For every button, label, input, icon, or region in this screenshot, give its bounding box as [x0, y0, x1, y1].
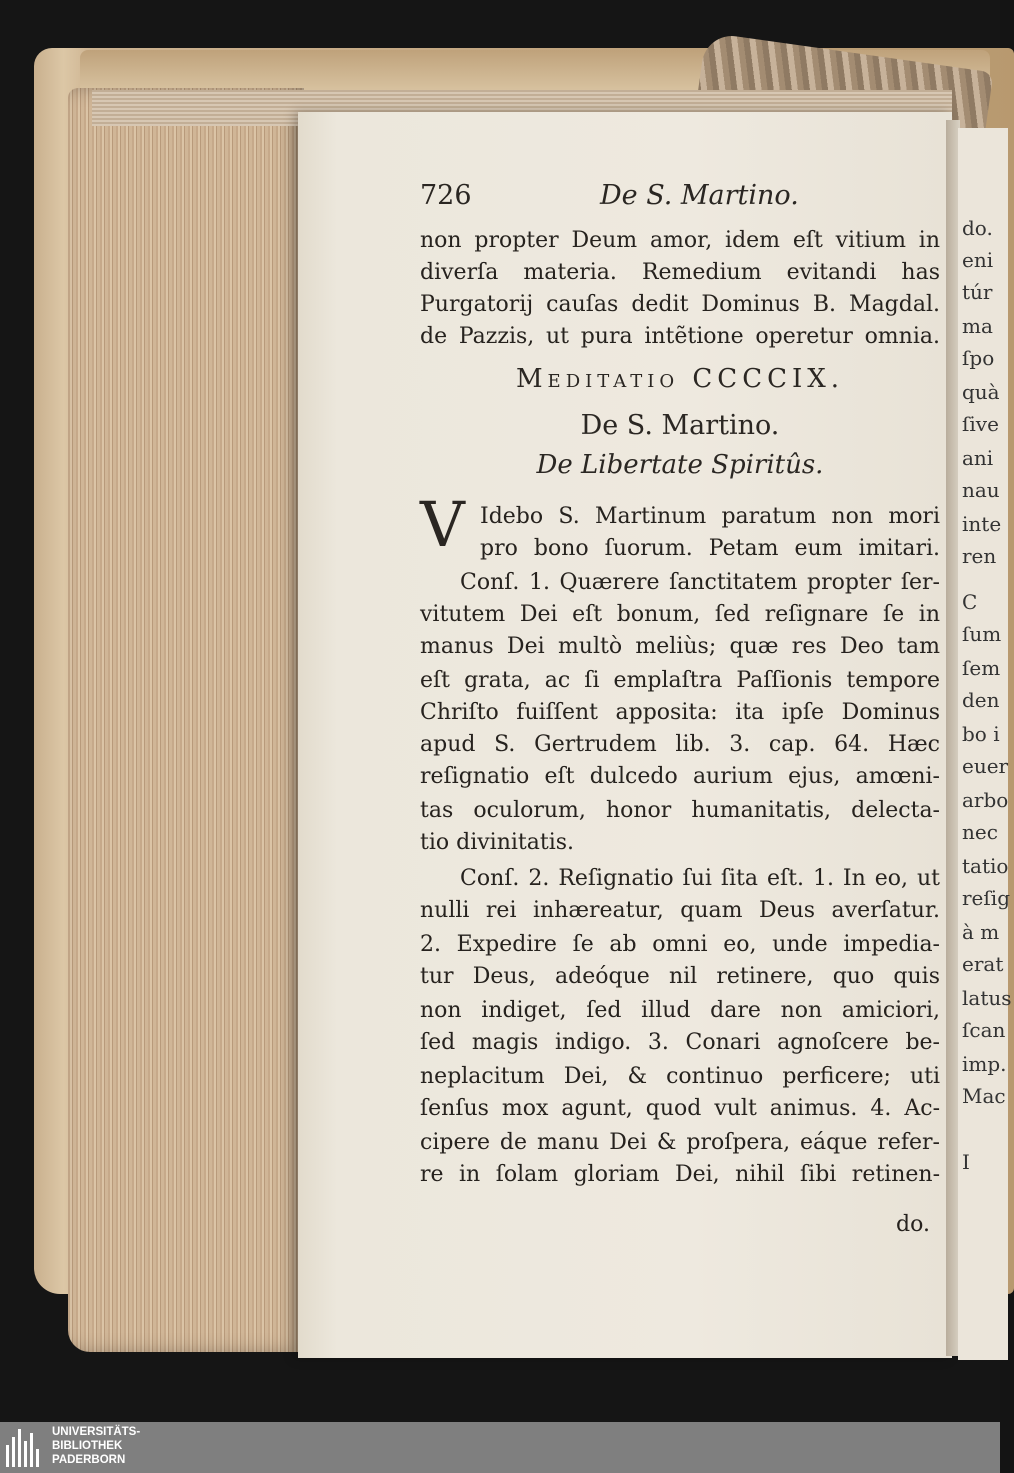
facing-page [958, 128, 1012, 1360]
text-line: non indiget, ſed illud dare non amiciori, [420, 998, 940, 1023]
facing-page-fragment: I [962, 1150, 970, 1174]
text-line: tur Deus, adeóque nil retinere, quo quis [420, 964, 940, 989]
facing-page-fragment: C [962, 590, 978, 614]
library-name-line: UNIVERSITÄTS- [52, 1426, 141, 1438]
footer-bar [0, 1422, 1000, 1473]
facing-page-fragment: den [962, 688, 1000, 712]
facing-page-fragment: do. [962, 216, 993, 240]
facing-page-fragment: ſum [962, 622, 1002, 646]
text-line: vitutem Dei eſt bonum, ſed reſignare ſe in [420, 602, 940, 627]
drop-capital: V [420, 488, 465, 561]
library-name [52, 1425, 140, 1467]
meditation-heading: Meditatio CCCCIX. [515, 364, 845, 394]
facing-page-fragment: tatio [962, 854, 1009, 878]
text-line: neplacitum Dei, & continuo perficere; uti [420, 1064, 940, 1089]
facing-page-fragment: Mac [962, 1084, 1006, 1108]
facing-page-fragment: arbo [962, 788, 1009, 812]
text-line: tas oculorum, honor humanitatis, delecta- [420, 798, 940, 823]
text-line: ſenſus mox agunt, quod vult animus. 4. Ac- [420, 1096, 940, 1121]
text-line: 2. Expedire ſe ab omni eo, unde impedia- [420, 932, 940, 957]
text-line: Conſ. 2. Reſignatio ſui ſita eſt. 1. In eo, ut [460, 866, 940, 891]
facing-page-fragment: bo i [962, 722, 1000, 746]
text-line: apud S. Gertrudem lib. 3. cap. 64. Hæc [420, 732, 940, 757]
facing-page-fragment: quà [962, 380, 1000, 404]
facing-page-fragment: à m [962, 920, 1000, 944]
facing-page-fragment: erat [962, 952, 1004, 976]
text-line: manus Dei multò meliùs; quæ res Deo tam [420, 634, 940, 659]
text-line: re in ſolam gloriam Dei, nihil ſibi retinen- [420, 1162, 940, 1187]
page-number: 726 [420, 180, 472, 211]
facing-page-fragment: reſig [962, 886, 1010, 910]
text-line: nulli rei inhæreatur, quam Deus averſatur. [420, 898, 940, 923]
facing-page-fragment: túr [962, 280, 993, 304]
facing-page-fragment: inte [962, 512, 1002, 536]
running-title: De S. Martino. [600, 180, 799, 211]
facing-page-fragment: ſcan [962, 1018, 1006, 1042]
facing-page-fragment: euer [962, 754, 1009, 778]
facing-page-fragment: ani [962, 446, 994, 470]
text-line: Conſ. 1. Quærere ſanctitatem propter ſer- [460, 570, 940, 595]
facing-page-fragment: nau [962, 478, 1000, 502]
text-line: non propter Deum amor, idem eſt vitium in [420, 228, 940, 253]
facing-page-fragment: nec [962, 820, 998, 844]
text-line: eſt grata, ac ſi emplaſtra Paſſionis tempore [420, 668, 940, 693]
text-line: diverſa materia. Remedium evitandi has [420, 260, 940, 285]
section-subtitle: De Libertate Spiritûs. [536, 450, 824, 480]
text-line: ſed magis indigo. 3. Conari agnoſcere be- [420, 1030, 940, 1055]
section-title: De S. Martino. [580, 410, 780, 441]
facing-page-fragment: ſem [962, 656, 1001, 680]
facing-page-fragment: ſpo [962, 346, 995, 370]
text-line: cipere de manu Dei & proſpera, eáque refer- [420, 1130, 940, 1155]
text-line: reſignatio eſt dulcedo aurium ejus, amœni- [420, 764, 940, 789]
library-name-line: PADERBORN [52, 1454, 126, 1466]
library-name-line: BIBLIOTHEK [52, 1440, 123, 1452]
text-line: de Pazzis, ut pura intẽtione operetur omnia. [420, 324, 940, 349]
text-line: tio divinitatis. [420, 830, 575, 855]
facing-page-fragment: eni [962, 248, 994, 272]
text-line: Idebo S. Martinum paratum non mori [480, 504, 940, 529]
text-line: Purgatorij cauſas dedit Dominus B. Magdal. [420, 292, 940, 317]
text-line: Chriſto fuiſſent apposita: ita ipſe Dominus [420, 700, 940, 725]
text-line: pro bono ſuorum. Petam eum imitari. [480, 536, 940, 561]
facing-page-fragment: latus [962, 986, 1012, 1010]
library-logo-icon [6, 1429, 46, 1467]
facing-page-fragment: imp. [962, 1052, 1007, 1076]
facing-page-fragment: ren [962, 544, 997, 568]
facing-page-fragment: ma [962, 314, 993, 338]
catchword: do. [896, 1212, 930, 1237]
page-block-edges [68, 88, 304, 1352]
facing-page-fragment: ſive [962, 412, 999, 436]
